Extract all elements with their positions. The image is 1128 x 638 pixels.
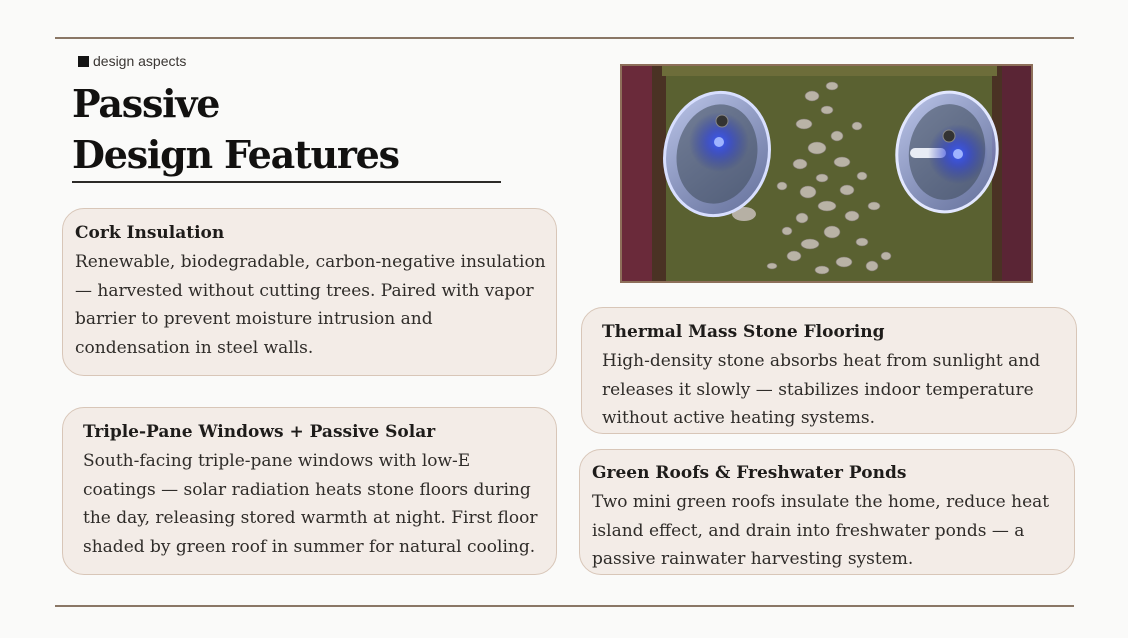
card-green-roofs-ponds xyxy=(579,449,1075,575)
card-body: Renewable, biodegradable, carbon-negative insulation — harvested without cutting trees. Paired with vapor barrier to prevent moisture intrusion and condensation in steel walls. xyxy=(75,252,546,358)
top-divider xyxy=(55,37,1074,39)
card-title: Green Roofs & Freshwater Ponds xyxy=(592,463,907,483)
square-bullet-icon xyxy=(78,56,89,67)
card-body: High-density stone absorbs heat from sunlight and releases it slowly — stabilizes indoor temperature without active heating systems. xyxy=(602,351,1041,428)
card-body: South-facing triple-pane windows with low-E coatings — solar radiation heats stone floors during the day, releasing stored warmth at night. First floor shaded by green roof in summer for natural cooling. xyxy=(83,451,538,557)
card-thermal-mass-flooring xyxy=(581,307,1077,434)
page-title xyxy=(72,78,399,180)
bottom-divider xyxy=(55,605,1074,607)
section-tag xyxy=(78,53,186,69)
model-photo-illustration xyxy=(622,66,1031,281)
card-body: Two mini green roofs insulate the home, reduce heat island effect, and drain into freshwater ponds — a passive rainwater harvesting system. xyxy=(592,492,1050,569)
title-underline xyxy=(72,181,501,183)
page-title-line-1: Passive xyxy=(72,81,220,126)
model-photo xyxy=(620,64,1033,283)
card-title: Thermal Mass Stone Flooring xyxy=(602,322,885,342)
page-title-line-2: Design Features xyxy=(72,132,399,177)
section-tag-label: design aspects xyxy=(93,53,187,69)
card-cork-insulation xyxy=(62,208,557,376)
card-triple-pane-windows xyxy=(62,407,557,575)
card-title: Triple-Pane Windows + Passive Solar xyxy=(83,422,436,442)
card-title: Cork Insulation xyxy=(75,223,225,243)
